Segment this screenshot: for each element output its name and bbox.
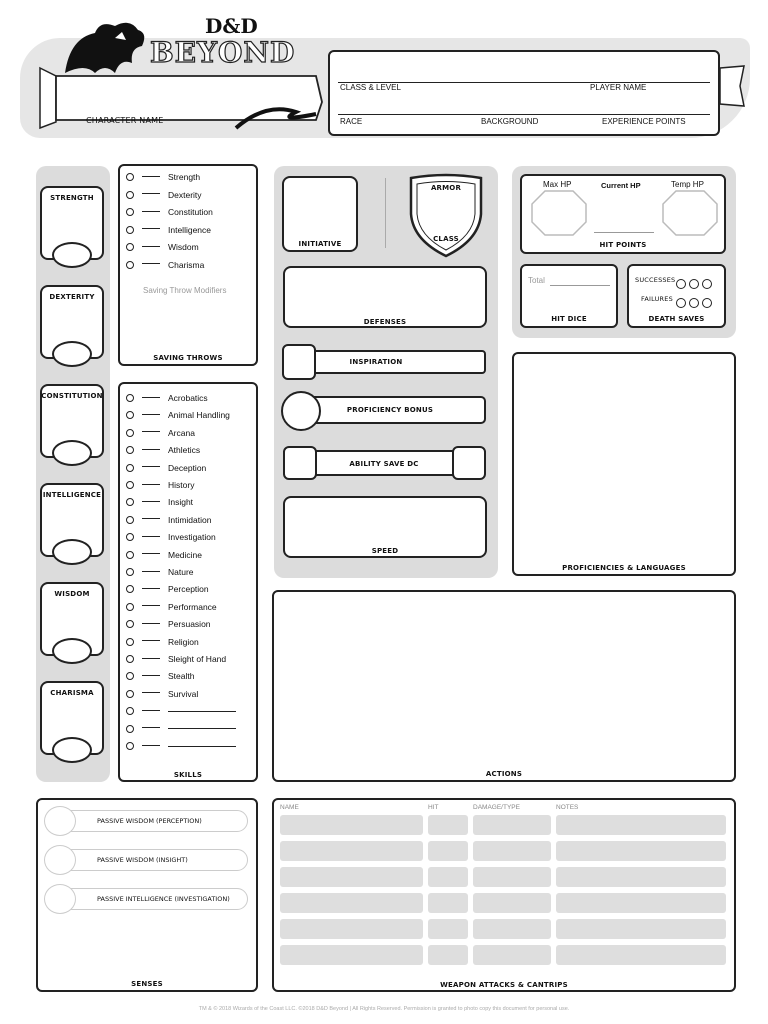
sense-value-circle[interactable] xyxy=(44,845,76,875)
modifier-blank[interactable] xyxy=(142,193,160,194)
player-name-label: PLAYER NAME xyxy=(590,83,647,92)
inspiration-box[interactable] xyxy=(282,344,316,380)
modifier-blank[interactable] xyxy=(142,228,160,229)
skill-label: Insight xyxy=(168,497,194,508)
skill-label: Persuasion xyxy=(168,619,211,630)
proficiency-bubble[interactable] xyxy=(126,429,134,437)
name-banner xyxy=(36,62,332,136)
ability-label-charisma: CHARISMA xyxy=(50,689,94,697)
skill-row[interactable] xyxy=(126,548,202,562)
custom-skill-blank[interactable] xyxy=(168,728,236,729)
proficiency-bubble[interactable] xyxy=(126,191,134,199)
proficiency-bubble[interactable] xyxy=(126,638,134,646)
weapon-cell[interactable] xyxy=(556,815,726,835)
weapon-header-hit: HIT xyxy=(428,804,439,811)
skill-label: Stealth xyxy=(168,671,195,682)
speed-label: SPEED xyxy=(371,547,399,555)
sense-value-circle[interactable] xyxy=(44,884,76,914)
proficiency-bubble[interactable] xyxy=(126,481,134,489)
saving-throw-label: Charisma xyxy=(168,259,205,270)
temp-hp-octagon[interactable] xyxy=(662,190,718,236)
weapon-cell[interactable] xyxy=(428,893,468,913)
weapon-header-name: NAME xyxy=(280,804,299,811)
weapon-cell[interactable] xyxy=(280,841,423,861)
weapon-header-notes: NOTES xyxy=(556,804,579,811)
logo-beyond: BEYOND xyxy=(150,36,296,69)
skill-label: Performance xyxy=(168,601,217,612)
sense-label: PASSIVE INTELLIGENCE (INVESTIGATION) xyxy=(97,895,230,903)
skill-row[interactable] xyxy=(126,391,208,405)
skill-row[interactable] xyxy=(126,652,226,666)
scroll-end xyxy=(718,62,748,112)
custom-skill-row[interactable] xyxy=(126,739,236,753)
modifier-blank[interactable] xyxy=(142,675,160,676)
weapon-cell[interactable] xyxy=(473,893,551,913)
custom-skill-blank[interactable] xyxy=(168,711,236,712)
weapon-cell[interactable] xyxy=(280,815,423,835)
skill-label: Intimidation xyxy=(168,514,212,525)
inspiration-label: INSPIRATION xyxy=(349,358,403,366)
senses-title: SENSES xyxy=(131,980,163,988)
skill-label: Medicine xyxy=(168,549,203,560)
skill-label: Deception xyxy=(168,462,207,473)
proficiency-bubble[interactable] xyxy=(126,464,134,472)
ability-modifier-oval[interactable] xyxy=(52,440,92,466)
weapon-cell[interactable] xyxy=(280,893,423,913)
proficiency-bubble[interactable] xyxy=(126,394,134,402)
weapons-title: WEAPON ATTACKS & CANTRIPS xyxy=(440,981,568,989)
proficiency-bubble[interactable] xyxy=(126,742,134,750)
modifier-blank[interactable] xyxy=(142,414,160,415)
actions-title: ACTIONS xyxy=(485,770,523,778)
successes-label: SUCCESSES xyxy=(635,276,676,284)
hit-dice-total-line[interactable] xyxy=(550,285,610,286)
skill-row[interactable] xyxy=(126,426,195,440)
modifier-blank[interactable] xyxy=(142,176,160,177)
modifier-blank[interactable] xyxy=(142,518,160,519)
modifier-blank[interactable] xyxy=(142,211,160,212)
proficiency-bubble[interactable] xyxy=(126,261,134,269)
hit-dice-total-label: Total xyxy=(528,276,545,285)
modifier-blank[interactable] xyxy=(142,466,160,467)
modifier-blank[interactable] xyxy=(142,397,160,398)
skill-row[interactable] xyxy=(126,513,211,527)
saving-throw-modifiers-label: Saving Throw Modifiers xyxy=(143,286,227,295)
defenses-label: DEFENSES xyxy=(363,318,407,326)
background-label: BACKGROUND xyxy=(481,117,539,126)
weapon-cell[interactable] xyxy=(280,945,423,965)
saving-throw-row[interactable] xyxy=(126,170,200,184)
hit-dice-label: HIT DICE xyxy=(551,315,587,323)
skill-row[interactable] xyxy=(126,617,211,631)
weapon-cell[interactable] xyxy=(473,919,551,939)
proficiency-bonus-circle[interactable] xyxy=(281,391,321,431)
proficiency-bubble[interactable] xyxy=(126,208,134,216)
skill-row[interactable] xyxy=(126,669,194,683)
custom-skill-row[interactable] xyxy=(126,704,236,718)
death-save-bubble[interactable] xyxy=(689,298,699,308)
saving-throw-label: Wisdom xyxy=(168,242,199,252)
weapon-cell[interactable] xyxy=(473,945,551,965)
modifier-blank[interactable] xyxy=(142,710,160,711)
saving-throw-label: Constitution xyxy=(168,207,213,217)
weapon-cell[interactable] xyxy=(428,919,468,939)
ability-label-intelligence: INTELLIGENCE xyxy=(42,491,102,499)
ability-modifier-oval[interactable] xyxy=(52,242,92,268)
proficiency-bubble[interactable] xyxy=(126,516,134,524)
current-hp-label: Current HP xyxy=(601,181,641,190)
skill-label: Athletics xyxy=(168,445,201,456)
modifier-blank[interactable] xyxy=(142,263,160,264)
proficiency-bubble[interactable] xyxy=(126,585,134,593)
skill-label: Arcana xyxy=(168,427,195,438)
footer-copyright: TM & © 2018 Wizards of the Coast LLC. ©2018 D&D Beyond | All Rights Reserved. Permission is granted to photo copy this document for personal use. xyxy=(198,1006,570,1012)
failures-label: FAILURES xyxy=(641,295,673,303)
weapon-cell[interactable] xyxy=(428,841,468,861)
class-level-label: CLASS & LEVEL xyxy=(340,83,401,92)
proficiency-bubble[interactable] xyxy=(126,243,134,251)
saving-throw-label: Strength xyxy=(168,172,201,182)
ability-save-dc-left[interactable] xyxy=(283,446,317,480)
weapon-cell[interactable] xyxy=(428,867,468,887)
skill-row[interactable] xyxy=(126,565,194,579)
skill-row[interactable] xyxy=(126,600,217,614)
logo-dnd: D&D xyxy=(205,14,258,38)
skill-label: Nature xyxy=(168,567,194,577)
sense-value-circle[interactable] xyxy=(44,806,76,836)
weapon-cell[interactable] xyxy=(428,815,468,835)
skill-label: Animal Handling xyxy=(168,410,230,421)
max-hp-label: Max HP xyxy=(543,180,572,189)
modifier-blank[interactable] xyxy=(142,640,160,641)
death-saves-title: DEATH SAVES xyxy=(648,315,705,323)
ability-label-constitution: CONSTITUTION xyxy=(41,392,103,400)
temp-hp-label: Temp HP xyxy=(671,180,704,189)
saving-throw-row[interactable] xyxy=(126,205,213,219)
saving-throw-row[interactable] xyxy=(126,240,199,254)
skill-row[interactable] xyxy=(126,461,206,475)
proficiency-bubble[interactable] xyxy=(126,655,134,663)
ability-modifier-oval[interactable] xyxy=(52,539,92,565)
proficiency-bubble[interactable] xyxy=(126,690,134,698)
modifier-blank[interactable] xyxy=(142,501,160,502)
proficiency-bubble[interactable] xyxy=(126,725,134,733)
skill-label: Sleight of Hand xyxy=(168,654,227,664)
armor-label: ARMOR xyxy=(430,184,462,192)
skill-label: Religion xyxy=(168,636,199,647)
hit-points-title: HIT POINTS xyxy=(599,241,647,249)
sense-label: PASSIVE WISDOM (INSIGHT) xyxy=(97,856,188,864)
skill-row[interactable] xyxy=(126,495,193,509)
saving-throws-title: SAVING THROWS xyxy=(153,354,223,362)
ability-label-wisdom: WISDOM xyxy=(54,590,90,598)
ability-save-dc-right[interactable] xyxy=(452,446,486,480)
weapon-cell[interactable] xyxy=(280,867,423,887)
modifier-blank[interactable] xyxy=(142,449,160,450)
proficiency-bubble[interactable] xyxy=(126,226,134,234)
modifier-blank[interactable] xyxy=(142,745,160,746)
proficiency-bubble[interactable] xyxy=(126,603,134,611)
weapon-cell[interactable] xyxy=(556,919,726,939)
skills-title: SKILLS xyxy=(173,771,203,779)
weapon-cell[interactable] xyxy=(473,867,551,887)
info-line-2 xyxy=(338,114,710,115)
weapon-cell[interactable] xyxy=(473,841,551,861)
class-label: CLASS xyxy=(433,235,459,243)
modifier-blank[interactable] xyxy=(142,588,160,589)
proficiency-bubble[interactable] xyxy=(126,498,134,506)
skill-row[interactable] xyxy=(126,443,200,457)
initiative-label: INITIATIVE xyxy=(298,240,342,248)
proficiency-bubble[interactable] xyxy=(126,620,134,628)
skill-row[interactable] xyxy=(126,635,199,649)
proficiency-bubble[interactable] xyxy=(126,411,134,419)
saving-throw-row[interactable] xyxy=(126,188,202,202)
modifier-blank[interactable] xyxy=(142,727,160,728)
current-hp-line[interactable] xyxy=(594,232,654,233)
modifier-blank[interactable] xyxy=(142,536,160,537)
proficiency-bubble[interactable] xyxy=(126,533,134,541)
death-save-bubble[interactable] xyxy=(676,298,686,308)
proficiency-bubble[interactable] xyxy=(126,707,134,715)
modifier-blank[interactable] xyxy=(142,553,160,554)
actions-box[interactable] xyxy=(272,590,736,782)
modifier-blank[interactable] xyxy=(142,484,160,485)
weapon-cell[interactable] xyxy=(556,893,726,913)
skill-row[interactable] xyxy=(126,687,198,701)
modifier-blank[interactable] xyxy=(142,623,160,624)
character-name-label: CHARACTER NAME xyxy=(86,116,164,125)
ability-modifier-oval[interactable] xyxy=(52,341,92,367)
modifier-blank[interactable] xyxy=(142,431,160,432)
weapon-header-damagetype: DAMAGE/TYPE xyxy=(473,804,520,811)
experience-points-label: EXPERIENCE POINTS xyxy=(602,117,686,126)
skill-row[interactable] xyxy=(126,530,216,544)
race-label: RACE xyxy=(340,117,363,126)
sense-label: PASSIVE WISDOM (PERCEPTION) xyxy=(97,817,202,825)
saving-throw-row[interactable] xyxy=(126,258,204,272)
ability-label-strength: STRENGTH xyxy=(50,194,94,202)
skill-label: History xyxy=(168,480,195,490)
weapon-cell[interactable] xyxy=(556,841,726,861)
proficiencies-title: PROFICIENCIES & LANGUAGES xyxy=(562,564,686,572)
skill-label: Acrobatics xyxy=(168,393,208,403)
modifier-blank[interactable] xyxy=(142,246,160,247)
max-hp-octagon[interactable] xyxy=(531,190,587,236)
weapon-cell[interactable] xyxy=(556,867,726,887)
saving-throw-label: Dexterity xyxy=(168,189,202,200)
skill-row[interactable] xyxy=(126,478,194,492)
ability-modifier-oval[interactable] xyxy=(52,638,92,664)
modifier-blank[interactable] xyxy=(142,692,160,693)
proficiency-bubble[interactable] xyxy=(126,551,134,559)
custom-skill-blank[interactable] xyxy=(168,746,236,747)
weapon-cell[interactable] xyxy=(428,945,468,965)
proficiency-bubble[interactable] xyxy=(126,568,134,576)
ability-label-dexterity: DEXTERITY xyxy=(49,293,95,301)
skill-row[interactable] xyxy=(126,408,230,422)
death-save-bubble[interactable] xyxy=(676,279,686,289)
ability-modifier-oval[interactable] xyxy=(52,737,92,763)
skill-row[interactable] xyxy=(126,582,209,596)
weapon-cell[interactable] xyxy=(280,919,423,939)
skill-label: Survival xyxy=(168,688,199,699)
saving-throw-label: Intelligence xyxy=(168,224,212,235)
skill-label: Perception xyxy=(168,584,209,595)
modifier-blank[interactable] xyxy=(142,658,160,659)
proficiency-bubble[interactable] xyxy=(126,446,134,454)
saving-throw-row[interactable] xyxy=(126,223,211,237)
proficiency-bonus-label: PROFICIENCY BONUS xyxy=(346,406,434,414)
modifier-blank[interactable] xyxy=(142,605,160,606)
death-save-bubble[interactable] xyxy=(702,279,712,289)
weapon-cell[interactable] xyxy=(473,815,551,835)
weapon-cell[interactable] xyxy=(556,945,726,965)
modifier-blank[interactable] xyxy=(142,571,160,572)
skill-label: Investigation xyxy=(168,532,216,543)
custom-skill-row[interactable] xyxy=(126,722,236,736)
ability-save-dc-label: ABILITY SAVE DC xyxy=(349,460,419,468)
proficiencies-box[interactable] xyxy=(512,352,736,576)
proficiency-bubble[interactable] xyxy=(126,672,134,680)
proficiency-bubble[interactable] xyxy=(126,173,134,181)
header xyxy=(0,0,768,150)
death-save-bubble[interactable] xyxy=(702,298,712,308)
death-save-bubble[interactable] xyxy=(689,279,699,289)
combat-divider xyxy=(385,178,386,248)
